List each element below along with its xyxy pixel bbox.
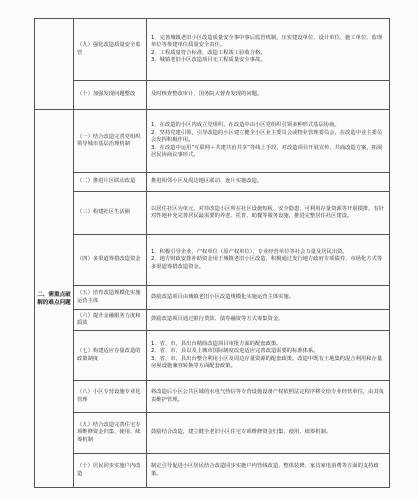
desc-cell — [147, 19, 390, 81]
item-cell: （五）培育改造规模化实施运营主体 — [74, 286, 147, 310]
table-row — [35, 173, 390, 192]
desc-cell — [147, 235, 390, 286]
item-cell: （八）小区专营设施专业化管理 — [74, 381, 147, 413]
table-row — [35, 331, 390, 381]
desc-cell — [147, 331, 390, 381]
item-cell: （十）居民同步实施户内改造 — [74, 454, 147, 488]
table-row — [35, 19, 390, 81]
desc-cell — [147, 381, 390, 413]
desc-cell — [147, 454, 390, 488]
desc-line: 推进相邻小区及周边地区联动、连片实施改造。 — [151, 178, 263, 185]
desc-line: 鼓励改造项目由城镇老旧小区改造规模化实施运营主体实施。 — [151, 293, 295, 300]
item-cell: （四）多渠道筹措改造资金 — [74, 235, 147, 286]
desc-line: 鼓励改造项目通过银行贷款、债券融资等方式筹集资金。 — [151, 316, 284, 323]
table-row — [35, 110, 390, 173]
policy-table — [34, 18, 390, 488]
desc-cell — [147, 81, 390, 110]
item-cell: （七）构建适应存量改造的政策制度 — [74, 331, 147, 381]
section-label-cell: 二、需重点破解的难点问题 — [35, 110, 74, 488]
desc-cell — [147, 192, 390, 235]
desc-line: 3．在改造中运用“互联网＋共建共治共享”等线上手段，对改造项目开展宣传、共商改造方案，拓展居民协商议事形式。 — [151, 144, 383, 159]
desc-line: 1．在改造的小区内成立党组织，在改造中由小区党组织引领多种形式基层协商。 — [151, 122, 340, 129]
desc-cell — [147, 413, 390, 454]
desc-line: 将改造后小区公共区域的水电气热信等专营设施设备产权依照法定程序移交给专业经营单位，由其负责维护管理。 — [151, 389, 385, 403]
desc-line: 2．地方财政安排补助资金用于城镇老旧小区改造，积极通过发行地方政府专项债券、市场化方式等多渠道筹措改造资金。 — [151, 256, 383, 270]
item-cell: （十）加强发现问题整改 — [74, 81, 147, 110]
desc-cell — [147, 173, 390, 192]
item-cell: （一）结合改造完善党组织领导城市基层治理机制 — [74, 110, 147, 173]
item-cell: （二）推进片区联动改造 — [74, 173, 147, 192]
table-row — [35, 286, 390, 310]
desc-line: 3．省、市、县出台整合利用小区及周边存量资源的配套政策。改造中既有土地集约混合利用和存量房屋设施兼容转换等方面配套政策。 — [151, 355, 383, 369]
desc-line: 1．积极引导企业、产权单位（原产权单位）、专业经营单位等社会力量及居民出资。 — [151, 248, 348, 255]
desc-line: 2．省、市、县以及上城市国际制度改进适应完善改造需要的标准体系。 — [151, 348, 319, 355]
item-cell: （九）强化改造质量安全监管 — [74, 19, 147, 81]
desc-line: 鼓励结合改造，建立健全老旧小区住宅专项维修资金归集、使用、续筹机制。 — [151, 429, 332, 436]
table-row — [35, 310, 390, 331]
desc-cell — [147, 310, 390, 331]
item-cell: （三）构建社区生活圈 — [74, 192, 147, 235]
table-row — [35, 192, 390, 235]
desc-line: 1．完善城镇老旧小区改造质量安全事中事后监管机制，压实建设单位、设计单位、施工单位、监理单位等参建单位质量安全责任。 — [151, 34, 383, 49]
table-row — [35, 413, 390, 454]
desc-line: 制定引导促进小区居民结合改造同步实施户内管线改造、整体装修、家具家电消费等方面的支持政策。 — [151, 463, 379, 477]
table-row — [35, 81, 390, 110]
desc-cell — [147, 286, 390, 310]
desc-line: 以居住社区为单元，对待改造小区所在社区设施短板、安全隐患、可利用存量资源等开展摸排，有针对性地补充完善居民最需要的养老、托育、助餐等服务设施，推进完整居住社区建设。 — [151, 205, 385, 219]
item-cell: （九）结合改造完善住宅专项维修资金归集、使用、续筹机制 — [74, 413, 147, 454]
item-cell: （六）提升金融服务力度和质效 — [74, 310, 147, 331]
desc-line: 及时核查整改审计、国务院大督查发现的问题。 — [151, 91, 263, 98]
table-row — [35, 235, 390, 286]
desc-line: 2．坚持党建引领，引导改造的小区建立健全小区业主委员会或物业管理委员会，在改造中业主委员会发挥积极作用。 — [151, 129, 383, 144]
table-row — [35, 381, 390, 413]
desc-line: 2．工程质量符合标准，改造工程竣工验收合格。 — [151, 49, 266, 56]
desc-line: 1．省、市、县出台精简改造项目审批方面的配套政策。 — [151, 340, 282, 347]
table-row — [35, 454, 390, 488]
desc-line: 3．城镇老旧小区改造项目无工程质量安全事故。 — [151, 56, 266, 63]
desc-cell — [147, 110, 390, 173]
section-cell-1 — [35, 19, 74, 110]
